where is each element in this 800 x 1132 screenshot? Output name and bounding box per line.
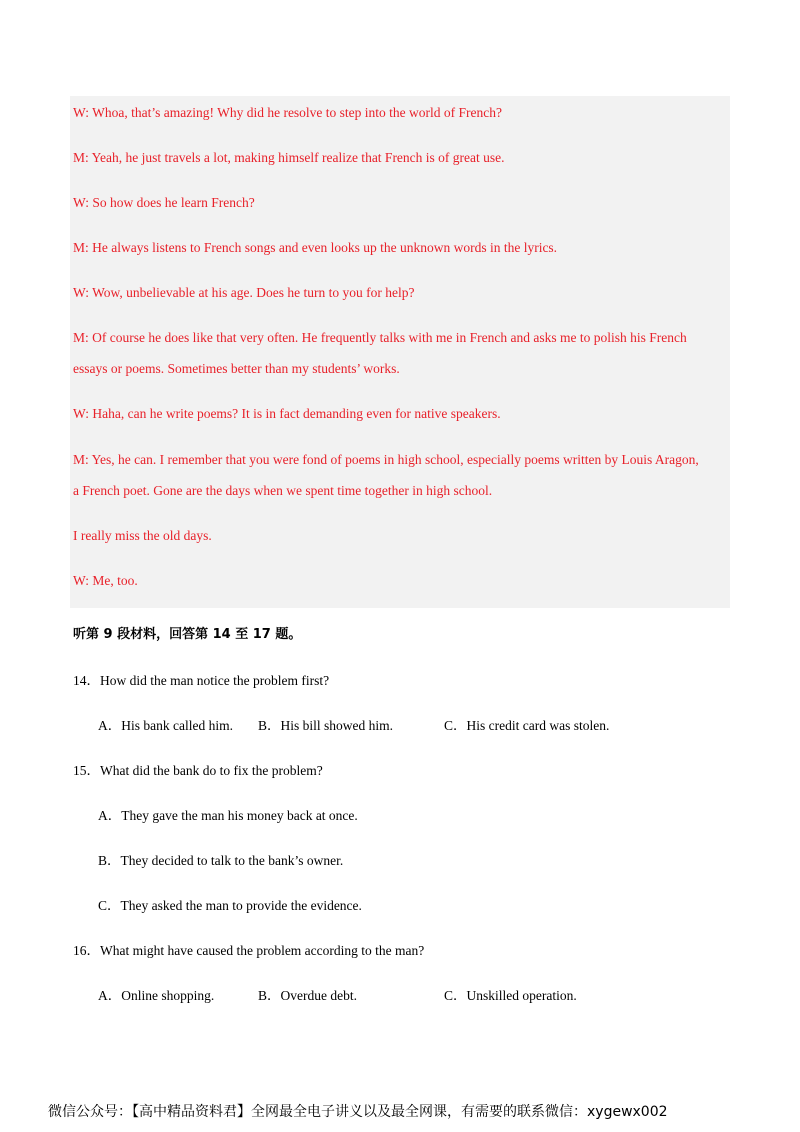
option-c: C．His credit card was stolen. [444,718,610,733]
section-title: 听第 9 段材料，回答第 14 至 17 题。 [73,627,302,642]
transcript-line: a French poet. Gone are the days when we spent time together in high school. [73,483,493,498]
option-a: A．Online shopping. [98,988,215,1003]
question-stem: 16．What might have caused the problem according to the man? [73,943,425,958]
transcript-line: M: Of course he does like that very often. He frequently talks with me in French and asks me to polish his French [73,330,687,345]
option-b: B．They decided to talk to the bank’s owner. [98,853,344,868]
option-c: C．They asked the man to provide the evidence. [98,898,362,913]
footer-text: 微信公众号：【高中精品资料君】全网最全电子讲义以及最全网课，有需要的联系微信：xygewx002 [48,1104,668,1120]
transcript-line: W: Haha, can he write poems? It is in fact demanding even for native speakers. [73,406,501,421]
question-stem: 14．How did the man notice the problem first? [73,673,330,688]
transcript-line: essays or poems. Sometimes better than my students’ works. [73,361,400,376]
transcript-line: W: So how does he learn French? [73,195,255,210]
option-a: A．They gave the man his money back at once. [98,808,358,823]
transcript-line: I really miss the old days. [73,528,212,543]
transcript-line: M: He always listens to French songs and even looks up the unknown words in the lyrics. [73,240,558,255]
option-c: C．Unskilled operation. [444,988,577,1003]
question-stem: 15．What did the bank do to fix the problem? [73,763,323,778]
transcript-line: M: Yeah, he just travels a lot, making himself realize that French is of great use. [73,150,505,165]
transcript-line: W: Whoa, that’s amazing! Why did he resolve to step into the world of French? [73,105,503,120]
option-a: A．His bank called him. [98,718,233,733]
transcript-line: M: Yes, he can. I remember that you were fond of poems in high school, especially poems written by Louis Aragon, [73,452,699,467]
transcript-line: W: Me, too. [73,573,138,588]
option-b: B．Overdue debt. [258,988,357,1003]
option-b: B．His bill showed him. [258,718,394,733]
transcript-line: W: Wow, unbelievable at his age. Does he turn to you for help? [73,285,415,300]
